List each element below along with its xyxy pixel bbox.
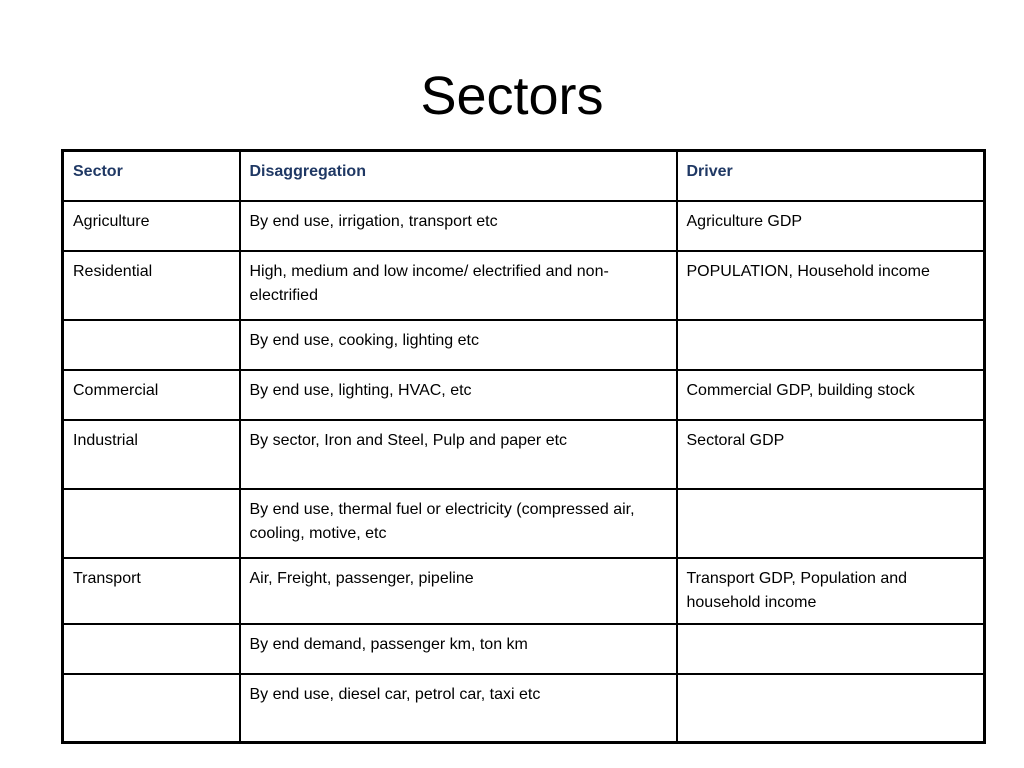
- driver-cell: [677, 624, 985, 674]
- disaggregation-cell: High, medium and low income/ electrified and non-electrified: [240, 251, 677, 320]
- disaggregation-cell: By end use, irrigation, transport etc: [240, 201, 677, 251]
- sector-cell: [63, 320, 240, 370]
- driver-cell: Transport GDP, Population and household income: [677, 558, 985, 624]
- sector-cell: [63, 489, 240, 558]
- table-row: [63, 558, 985, 624]
- sector-cell: Transport: [63, 558, 240, 624]
- table-row: [63, 420, 985, 489]
- disaggregation-cell: By end demand, passenger km, ton km: [240, 624, 677, 674]
- sector-cell: [63, 674, 240, 743]
- sector-cell: Residential: [63, 251, 240, 320]
- sectors-table: [61, 149, 986, 744]
- disaggregation-cell: By end use, lighting, HVAC, etc: [240, 370, 677, 420]
- header-sector: Sector: [63, 151, 240, 201]
- table-row: [63, 624, 985, 674]
- driver-cell: [677, 320, 985, 370]
- driver-cell: Sectoral GDP: [677, 420, 985, 489]
- header-driver: Driver: [677, 151, 985, 201]
- disaggregation-cell: By end use, diesel car, petrol car, taxi etc: [240, 674, 677, 743]
- disaggregation-cell: Air, Freight, passenger, pipeline: [240, 558, 677, 624]
- driver-cell: [677, 489, 985, 558]
- disaggregation-cell: By end use, thermal fuel or electricity (compressed air, cooling, motive, etc: [240, 489, 677, 558]
- disaggregation-cell: By sector, Iron and Steel, Pulp and paper etc: [240, 420, 677, 489]
- sector-cell: Commercial: [63, 370, 240, 420]
- table-row: [63, 489, 985, 558]
- table-row: [63, 251, 985, 320]
- driver-cell: Agriculture GDP: [677, 201, 985, 251]
- driver-cell: POPULATION, Household income: [677, 251, 985, 320]
- disaggregation-cell: By end use, cooking, lighting etc: [240, 320, 677, 370]
- sector-cell: [63, 624, 240, 674]
- sector-cell: Industrial: [63, 420, 240, 489]
- table-row: [63, 320, 985, 370]
- driver-cell: [677, 674, 985, 743]
- table-row: [63, 370, 985, 420]
- header-disaggregation: Disaggregation: [240, 151, 677, 201]
- table-row: [63, 674, 985, 743]
- driver-cell: Commercial GDP, building stock: [677, 370, 985, 420]
- slide-title: Sectors: [420, 66, 604, 126]
- table-row: [63, 201, 985, 251]
- sector-cell: Agriculture: [63, 201, 240, 251]
- table-header-row: [63, 151, 985, 201]
